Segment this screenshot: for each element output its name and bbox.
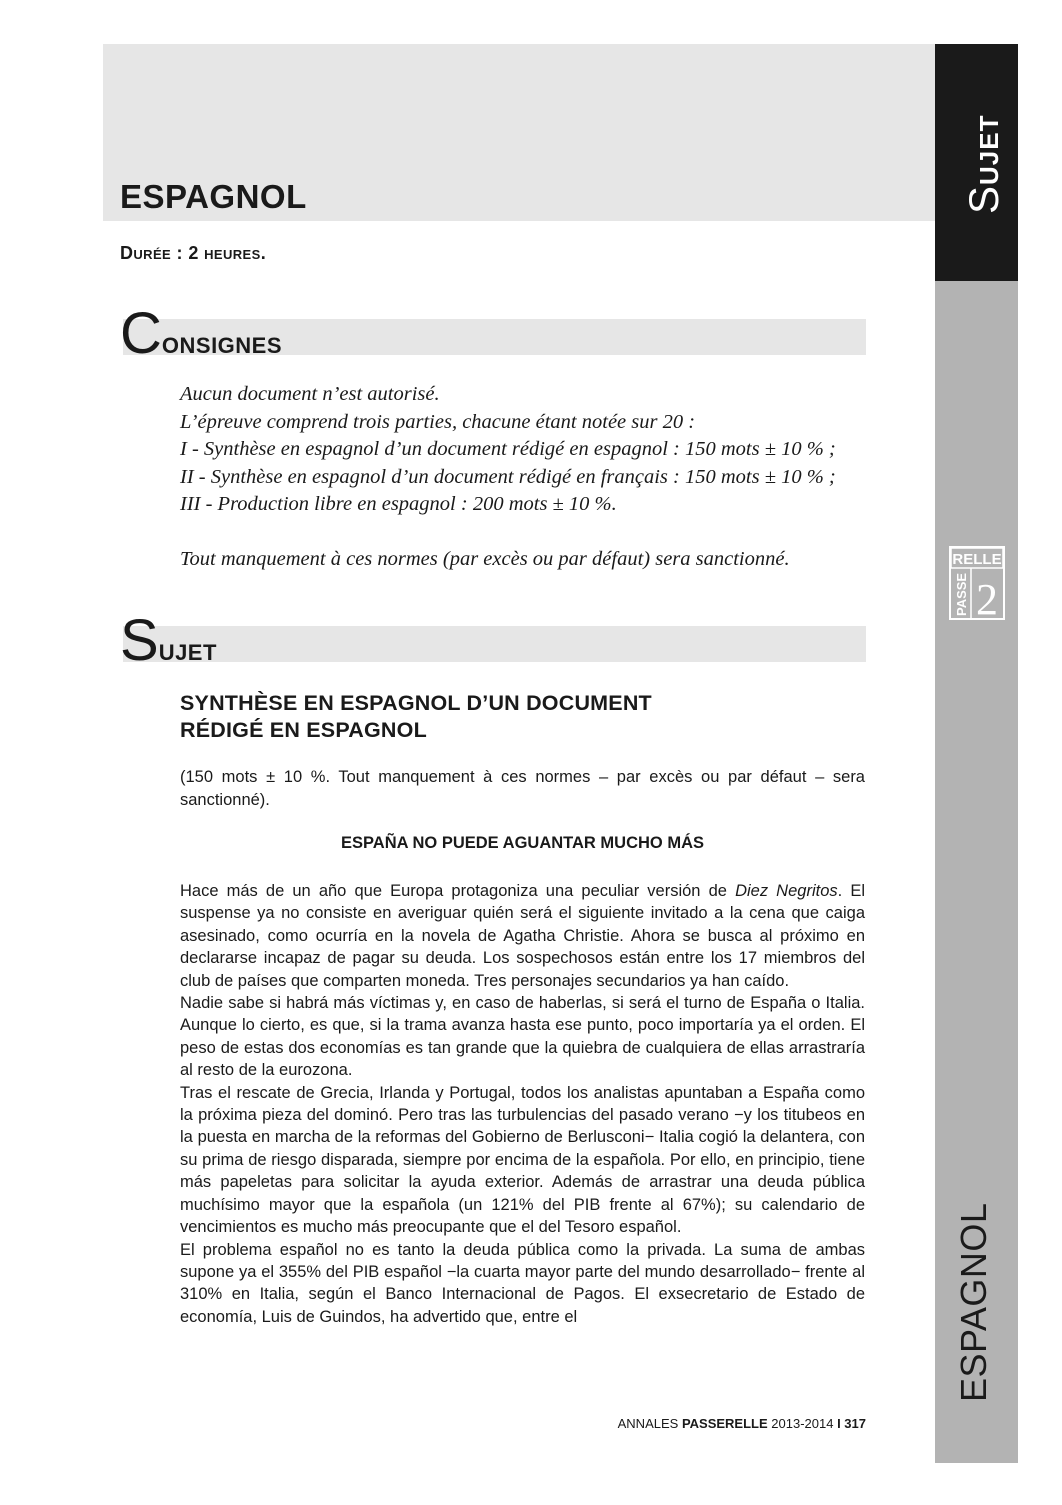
sidebar-sujet-label [960, 115, 1008, 214]
article-paragraph: El problema español no es tanto la deuda pública como la privada. La suma de ambas supone ya el 355% del PIB español −la cuarta mayor parte del mundo desarrollado− frente al 310% en Italia, según el Banco Internacional de Pagos. El exsecretario de Estado de economía, Luis de Guindos, ha advertido que, entre el [180, 1240, 865, 1326]
duration-label: Durée : 2 heures. [120, 243, 267, 263]
consignes-note: Tout manquement à ces normes (par excès ou par défaut) sera sanctionné. [180, 548, 790, 570]
task-title [180, 690, 880, 744]
consigne-line: II - Synthèse en espagnol d’un document rédigé en français : 150 mots ± 10 % ; [180, 465, 836, 488]
book-title: Diez Negritos [735, 882, 838, 900]
task-description: (150 mots ± 10 %. Tout manquement à ces normes – par excès ou par défaut – sera sanctionné). [180, 768, 865, 809]
page-number: 317 [840, 1416, 866, 1431]
article-paragraph: Nadie sabe si habrá más víctimas y, en caso de haberlas, si será el turno de España o Italia. Aunque lo cierto, es que, si la trama avanza hasta ese punto, poco importaría ya el orden. El peso de estas dos economías es tan grande que la quiebra de cualquiera de ellas arrastraría al resto de la eurozona. [180, 994, 865, 1080]
passerelle-2-logo [949, 546, 1005, 620]
sujet-heading [120, 608, 217, 673]
footer-brand: PASSERELLE [681, 1416, 768, 1431]
footer-years: 2013-2014 [767, 1416, 838, 1431]
article-body [180, 880, 865, 1328]
task-title-line: SYNTHÈSE EN ESPAGNOL D’UN DOCUMENT [180, 691, 652, 715]
footer-separator: I [837, 1416, 841, 1431]
logo-icon [951, 548, 1003, 618]
consignes-list [180, 381, 880, 519]
consignes-heading-rest: ONSIGNES [161, 333, 283, 358]
consignes-initial: C [120, 301, 162, 366]
sidebar-sujet-rest: UJET [974, 114, 1004, 185]
sidebar-sujet-initial: S [960, 184, 1007, 214]
consigne-line: Aucun document n’est autorisé. [180, 383, 440, 405]
paragraph-text: . El suspense ya no consiste en averiguar quién será el siguiente invitado a la cena que caiga asesinado, como ocurría en la novela de Agatha Christie. Ahora se busca al próximo en declararse incapaz de pagar su deuda. Los sospechosos están entre los 17 miembros del club de países que comparten moneda. Tres personajes secundarios ya han caído. [180, 882, 865, 990]
page-footer [560, 1416, 866, 1431]
article-paragraph: Tras el rescate de Grecia, Irlanda y Portugal, todos los analistas apuntaban a España como la próxima pieza del dominó. Pero tras las turbulencias del pasado verano −y los titubeos en la puesta en marcha de la reformas del Gobierno de Berlusconi− Italia cogió la delantera, con su prima de riesgo disparada, siempre por encima de la española. Por ello, en principio, tiene más papeletas para solicitar la ayuda exterior. Además de arrastrar una deuda pública muchísimo mayor que la española (un 121% del PIB frente al 67%); su calendario de vencimientos es mucho más preocupante que el del Tesoro español. [180, 1083, 865, 1237]
logo-side-text: PASSE [954, 572, 969, 616]
article-title: ESPAÑA NO PUEDE AGUANTAR MUCHO MÁS [340, 834, 704, 852]
sidebar-espagnol-label: ESPAGNOL [953, 1202, 994, 1402]
article-paragraph [180, 880, 865, 992]
sujet-header-bar [123, 626, 866, 662]
consigne-line: I - Synthèse en espagnol d’un document rédigé en espagnol : 150 mots ± 10 % ; [180, 438, 836, 460]
footer-prefix: ANNALES [617, 1416, 682, 1431]
consignes-heading [120, 301, 283, 366]
task-title-line: RÉDIGÉ EN ESPAGNOL [180, 718, 427, 742]
logo-top-text: RELLE [952, 551, 1002, 568]
paragraph-text: Hace más de un año que Europa protagoniza una peculiar versión de [180, 882, 736, 900]
sujet-initial: S [120, 608, 159, 673]
page-title: ESPAGNOL [120, 178, 307, 215]
logo-number: 2 [976, 575, 998, 618]
consigne-line: L’épreuve comprend trois parties, chacune étant notée sur 20 : [180, 410, 696, 433]
consigne-line: III - Production libre en espagnol : 200 mots ± 10 %. [180, 493, 617, 515]
sujet-heading-rest: UJET [158, 640, 217, 665]
